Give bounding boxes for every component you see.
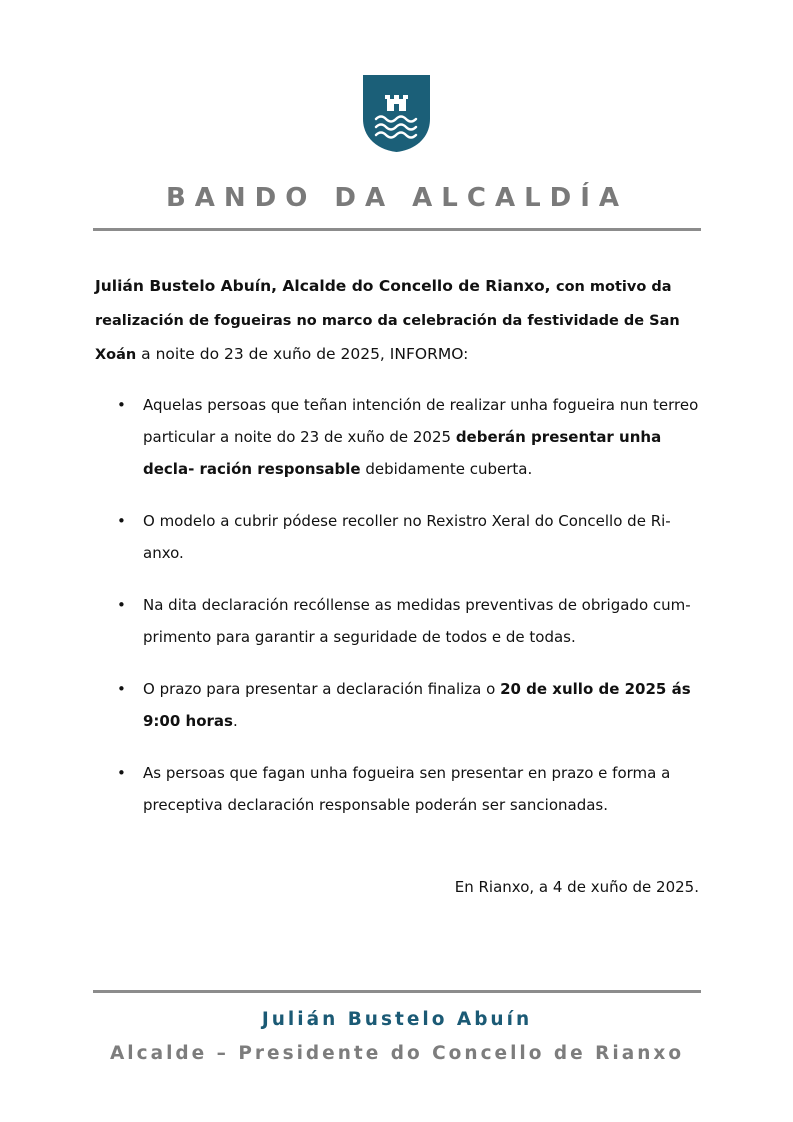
item-text-after: . [232, 712, 238, 730]
bullet-icon: • [117, 596, 126, 614]
intro-connector: , [544, 277, 556, 295]
item-text: O modelo a cubrir pódese recoller no Rexistro Xeral do Concello de Ri- anxo. [143, 512, 671, 562]
item-text-after: debidamente cuberta. [360, 460, 533, 478]
intro-paragraph [95, 270, 701, 372]
notice-item [95, 389, 701, 485]
intro-motive: con motivo da realización de fogueiras no marco da celebración da festividade de San Xoán [95, 279, 680, 363]
notice-item [95, 505, 701, 569]
tower-door [394, 104, 399, 111]
item-bold-text: deberán presentar unha decla- ración responsable [143, 428, 662, 478]
notice-list [95, 389, 701, 841]
notice-item [95, 757, 701, 821]
notice-item [95, 673, 701, 737]
bullet-icon: • [117, 396, 126, 414]
notice-item [95, 589, 701, 653]
bullet-icon: • [117, 512, 126, 530]
title-divider [93, 228, 701, 231]
intro-tail: a noite do 23 de xuño de 2025, INFORMO: [136, 345, 469, 363]
council-crest-icon [363, 75, 430, 152]
item-text: As persoas que fagan unha fogueira sen presentar en prazo e forma a preceptiva declaración responsable poderán ser sancionadas. [143, 764, 671, 814]
item-text: Aquelas persoas que teñan intención de realizar unha fogueira nun terreo particular a noite do 23 de xuño de 2025 [143, 396, 699, 446]
date-line: En Rianxo, a 4 de xuño de 2025. [454, 878, 699, 896]
signature-divider [93, 990, 701, 993]
item-bold-text: 20 de xullo de 2025 ás 9:00 horas [143, 680, 691, 730]
crest-shield [363, 75, 430, 152]
signature-name: Julián Bustelo Abuín [261, 1009, 533, 1030]
intro-author: Julián Bustelo Abuín, Alcalde do Concello de Rianxo [95, 277, 545, 295]
document-title: BANDO DA ALCALDÍA [165, 183, 629, 213]
item-text: O prazo para presentar a declaración finaliza o [143, 680, 501, 698]
item-text: Na dita declaración recóllense as medidas preventivas de obrigado cum- primento para garantir a seguridade de todos e de todas. [143, 596, 691, 646]
bullet-icon: • [117, 764, 126, 782]
bullet-icon: • [117, 680, 126, 698]
signature-role: Alcalde – Presidente do Concello de Rianxo [109, 1043, 685, 1064]
